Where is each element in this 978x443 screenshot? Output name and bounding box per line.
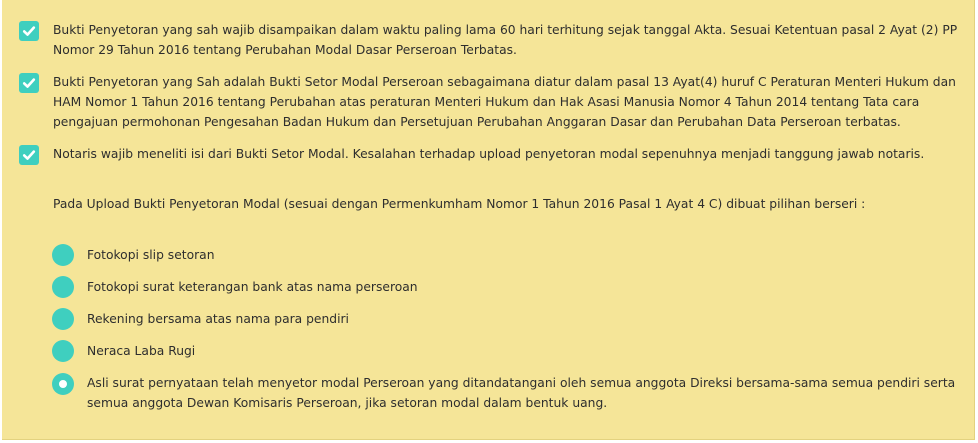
upload-option-label-1[interactable]: Fotokopi slip setoran [87,248,215,262]
terms-text-1: Bukti Penyetoran yang sah wajib disampaikan dalam waktu paling lama 60 hari terhitung sejak tanggal Akta. Sesuai Ketentuan pasal 2 Ayat (2) PP Nomor 29 Tahun 2016 tentang Perubahan Modal Dasar Perseroan Terbatas. [53,23,958,57]
upload-option-radio-2[interactable] [52,276,74,298]
capital-deposit-terms-panel [2,0,975,440]
terms-text-2: Bukti Penyetoran yang Sah adalah Bukti Setor Modal Perseroan sebagaimana diatur dalam pasal 13 Ayat(4) huruf C Peraturan Menteri Hukum dan HAM Nomor 1 Tahun 2016 tentang Perubahan atas peraturan Menteri Hukum dan Hak Asasi Manusia Nomor 4 Tahun 2014 tentang Tata cara pengajuan permohonan Pengesahan Badan Hukum dan Persetujuan Perubahan Anggaran Dasar dan Perubahan Data Perseroan terbatas. [53,75,956,129]
check-icon [22,24,36,38]
upload-option-radio-5[interactable] [52,373,74,395]
upload-option-radio-3[interactable] [52,308,74,330]
upload-option-radio-1[interactable] [52,244,74,266]
upload-option-label-3[interactable]: Rekening bersama atas nama para pendiri [87,312,349,326]
upload-option-radio-4[interactable] [52,340,74,362]
upload-option-label-5[interactable]: Asli surat pernyataan telah menyetor modal Perseroan yang ditandatangani oleh semua anggota Direksi bersama-sama semua pendiri serta semua anggota Dewan Komisaris Perseroan, jika setoran modal dalam bentuk uang. [87,376,956,410]
terms-checkbox-1[interactable] [19,21,39,41]
upload-option-label-2[interactable]: Fotokopi surat keterangan bank atas nama perseroan [87,280,418,294]
terms-checkbox-2[interactable] [19,73,39,93]
upload-options-intro: Pada Upload Bukti Penyetoran Modal (sesuai dengan Permenkumham Nomor 1 Tahun 2016 Pasal 1 Ayat 4 C) dibuat pilihan berseri : [53,197,866,211]
check-icon [22,148,36,162]
terms-checkbox-3[interactable] [19,145,39,165]
upload-option-label-4[interactable]: Neraca Laba Rugi [87,344,196,358]
check-icon [22,76,36,90]
terms-text-3: Notaris wajib meneliti isi dari Bukti Setor Modal. Kesalahan terhadap upload penyetoran modal sepenuhnya menjadi tanggung jawab notaris. [53,147,925,161]
